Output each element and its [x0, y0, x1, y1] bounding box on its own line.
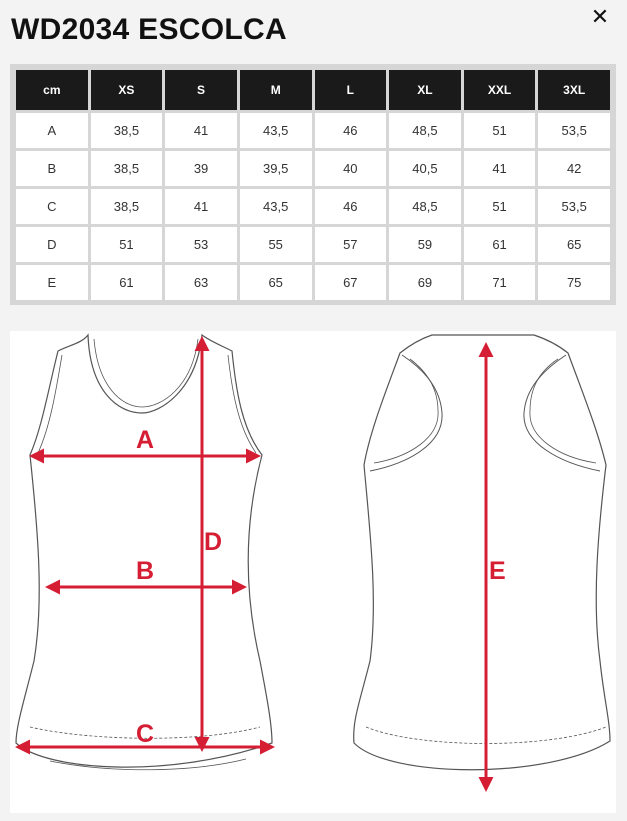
- table-row: [16, 265, 610, 300]
- table-cell: 42: [538, 151, 610, 186]
- back-tank-top-outline: [354, 335, 610, 770]
- column-header: XS: [91, 70, 163, 110]
- garment-illustration: [10, 331, 616, 813]
- table-cell: 59: [389, 227, 461, 262]
- column-header: cm: [16, 70, 88, 110]
- table-cell: 53: [165, 227, 237, 262]
- table-cell: 53,5: [538, 189, 610, 224]
- table-cell: 38,5: [91, 151, 163, 186]
- table-cell: 65: [538, 227, 610, 262]
- column-header: S: [165, 70, 237, 110]
- table-cell: 41: [165, 113, 237, 148]
- label-a: A: [136, 426, 155, 454]
- close-icon[interactable]: ✕: [590, 4, 610, 29]
- table-row: [16, 189, 610, 224]
- table-cell: 67: [315, 265, 387, 300]
- front-tank-top-outline: [16, 335, 272, 770]
- table-cell: B: [16, 151, 88, 186]
- table-cell: 38,5: [91, 189, 163, 224]
- label-b: B: [136, 557, 155, 585]
- page-title: WD2034 ESCOLCA: [11, 13, 287, 46]
- table-cell: 43,5: [240, 189, 312, 224]
- table-cell: 61: [91, 265, 163, 300]
- column-header: XL: [389, 70, 461, 110]
- table-header-row: [16, 70, 610, 110]
- table-cell: 48,5: [389, 113, 461, 148]
- table-cell: 43,5: [240, 113, 312, 148]
- column-header: L: [315, 70, 387, 110]
- table-cell: 46: [315, 113, 387, 148]
- table-cell: C: [16, 189, 88, 224]
- table-cell: 39: [165, 151, 237, 186]
- table-row: [16, 151, 610, 186]
- size-table-container: [10, 64, 616, 305]
- label-d: D: [204, 528, 223, 556]
- table-cell: 57: [315, 227, 387, 262]
- table-cell: A: [16, 113, 88, 148]
- label-e: E: [489, 557, 506, 585]
- table-row: [16, 227, 610, 262]
- table-cell: 55: [240, 227, 312, 262]
- table-cell: 69: [389, 265, 461, 300]
- table-cell: 51: [464, 189, 536, 224]
- column-header: M: [240, 70, 312, 110]
- table-cell: 65: [240, 265, 312, 300]
- table-cell: 41: [165, 189, 237, 224]
- measurement-diagram: [10, 331, 616, 813]
- table-cell: 75: [538, 265, 610, 300]
- table-row: [16, 113, 610, 148]
- table-cell: 40,5: [389, 151, 461, 186]
- table-cell: 53,5: [538, 113, 610, 148]
- table-cell: 63: [165, 265, 237, 300]
- table-cell: E: [16, 265, 88, 300]
- table-cell: D: [16, 227, 88, 262]
- table-cell: 51: [91, 227, 163, 262]
- table-cell: 40: [315, 151, 387, 186]
- table-cell: 51: [464, 113, 536, 148]
- column-header: XXL: [464, 70, 536, 110]
- column-header: 3XL: [538, 70, 610, 110]
- table-cell: 41: [464, 151, 536, 186]
- table-cell: 61: [464, 227, 536, 262]
- size-table: [13, 67, 613, 303]
- measurement-arrows: [18, 339, 486, 789]
- table-cell: 71: [464, 265, 536, 300]
- label-c: C: [136, 720, 155, 748]
- table-cell: 48,5: [389, 189, 461, 224]
- table-cell: 39,5: [240, 151, 312, 186]
- table-cell: 46: [315, 189, 387, 224]
- table-cell: 38,5: [91, 113, 163, 148]
